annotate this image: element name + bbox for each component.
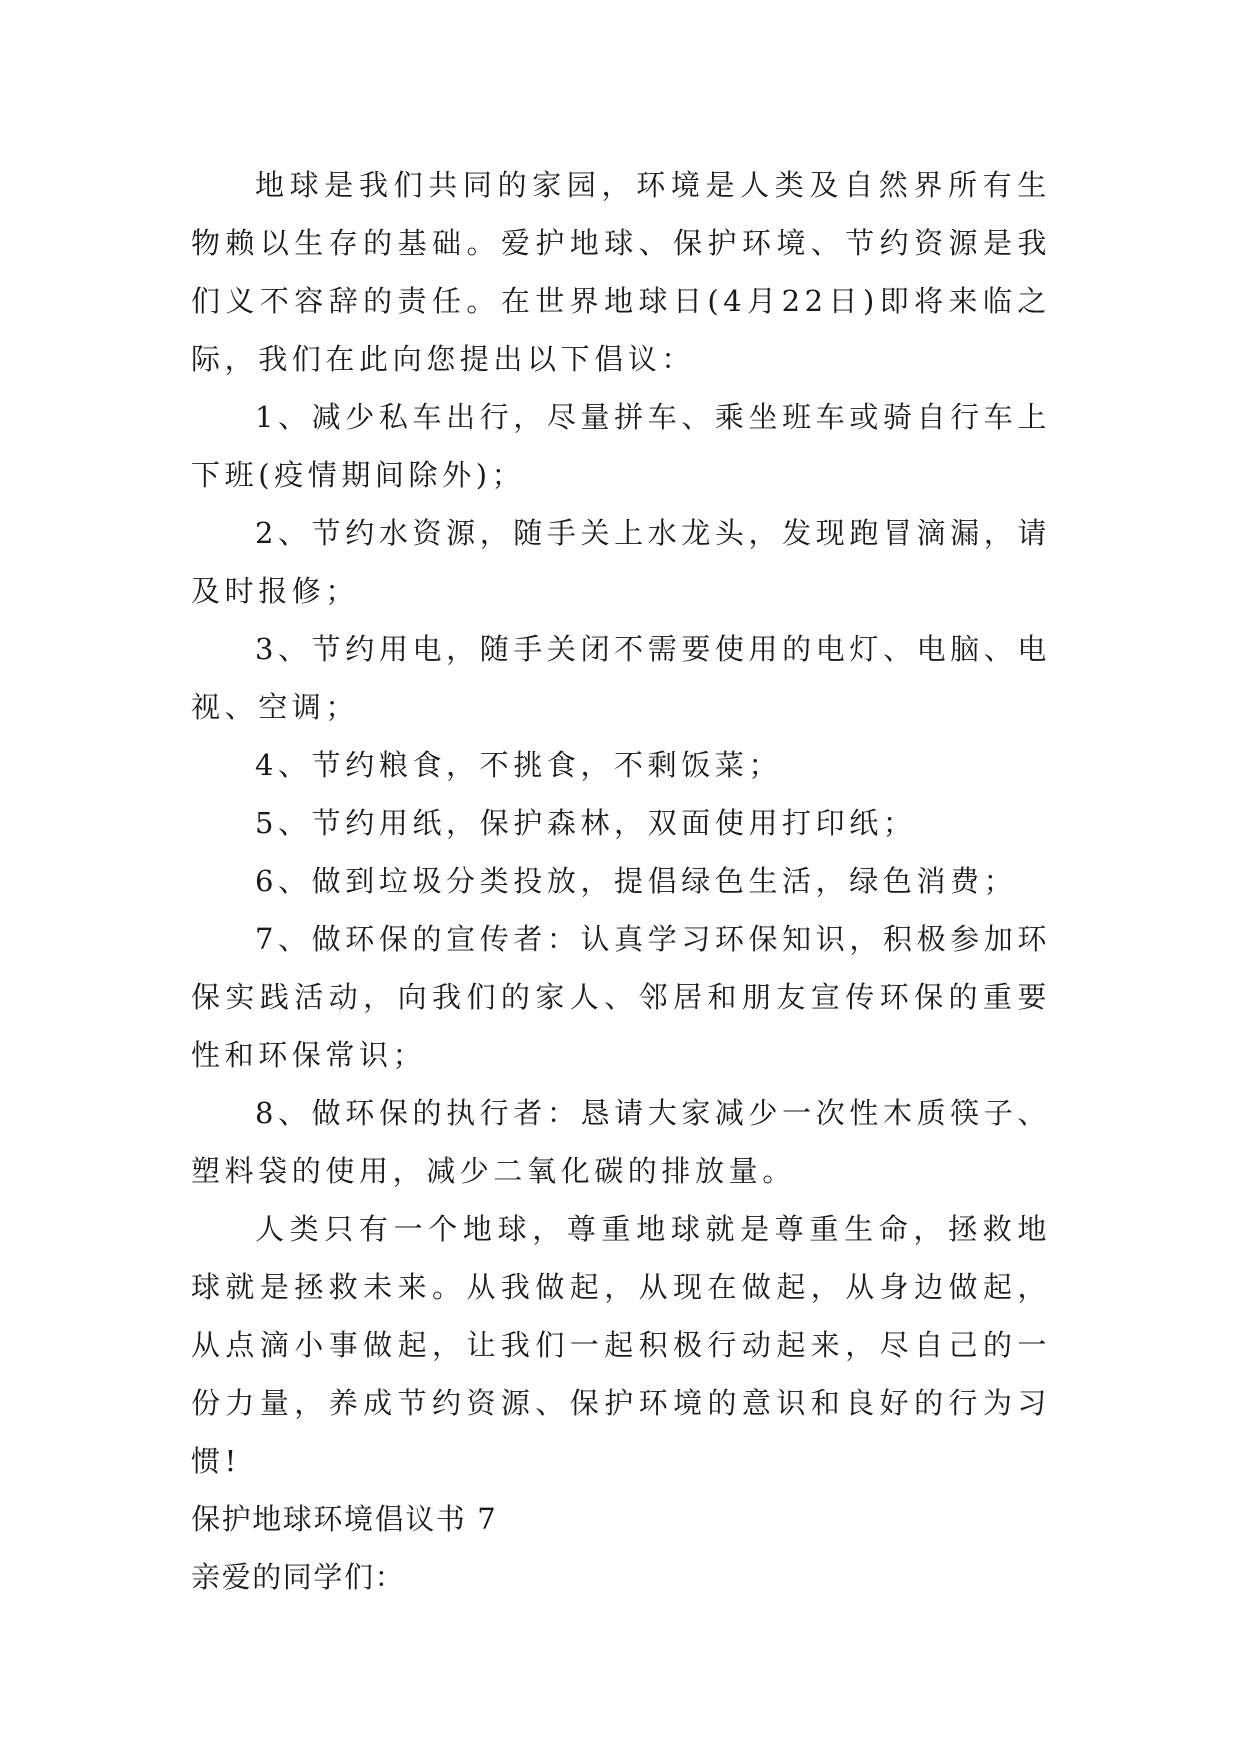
proposal-item-7: 7、做环保的宣传者：认真学习环保知识，积极参加环保实践活动，向我们的家人、邻居和朋友宣传环保的重要性和环保常识；: [191, 922, 1051, 1072]
proposal-item-6: 6、做到垃圾分类投放，提倡绿色生活，绿色消费；: [255, 864, 1018, 898]
proposal-item-1: 1、减少私车出行，尽量拼车、乘坐班车或骑自行车上下班(疫情期间除外)；: [191, 400, 1051, 492]
proposal-item-4: 4、节约粮食，不挑食，不剩饭菜；: [255, 748, 783, 782]
proposal-item-8: 8、做环保的执行者：恳请大家减少一次性木质筷子、塑料袋的使用，减少二氧化碳的排放量。: [191, 1096, 1051, 1188]
document-body: [191, 156, 1051, 1606]
proposal-item-2: 2、节约水资源，随手关上水龙头，发现跑冒滴漏，请及时报修；: [191, 516, 1051, 608]
greeting-line: 亲爱的同学们：: [191, 1560, 406, 1594]
proposal-item-5: 5、节约用纸，保护森林，双面使用打印纸；: [255, 806, 917, 840]
intro-paragraph: 地球是我们共同的家园，环境是人类及自然界所有生物赖以生存的基础。爱护地球、保护环境、节约资源是我们义不容辞的责任。在世界地球日(4月22日)即将来临之际，我们在此向您提出以下倡议：: [191, 168, 1051, 376]
closing-paragraph: 人类只有一个地球，尊重地球就是尊重生命，拯救地球就是拯救未来。从我做起，从现在做起，从身边做起，从点滴小事做起，让我们一起积极行动起来，尽自己的一份力量，养成节约资源、保护环境的意识和良好的行为习惯!: [191, 1212, 1051, 1478]
proposal-item-3: 3、节约用电，随手关闭不需要使用的电灯、电脑、电视、空调；: [191, 632, 1051, 724]
next-document-title: 保护地球环境倡议书 7: [191, 1502, 498, 1536]
